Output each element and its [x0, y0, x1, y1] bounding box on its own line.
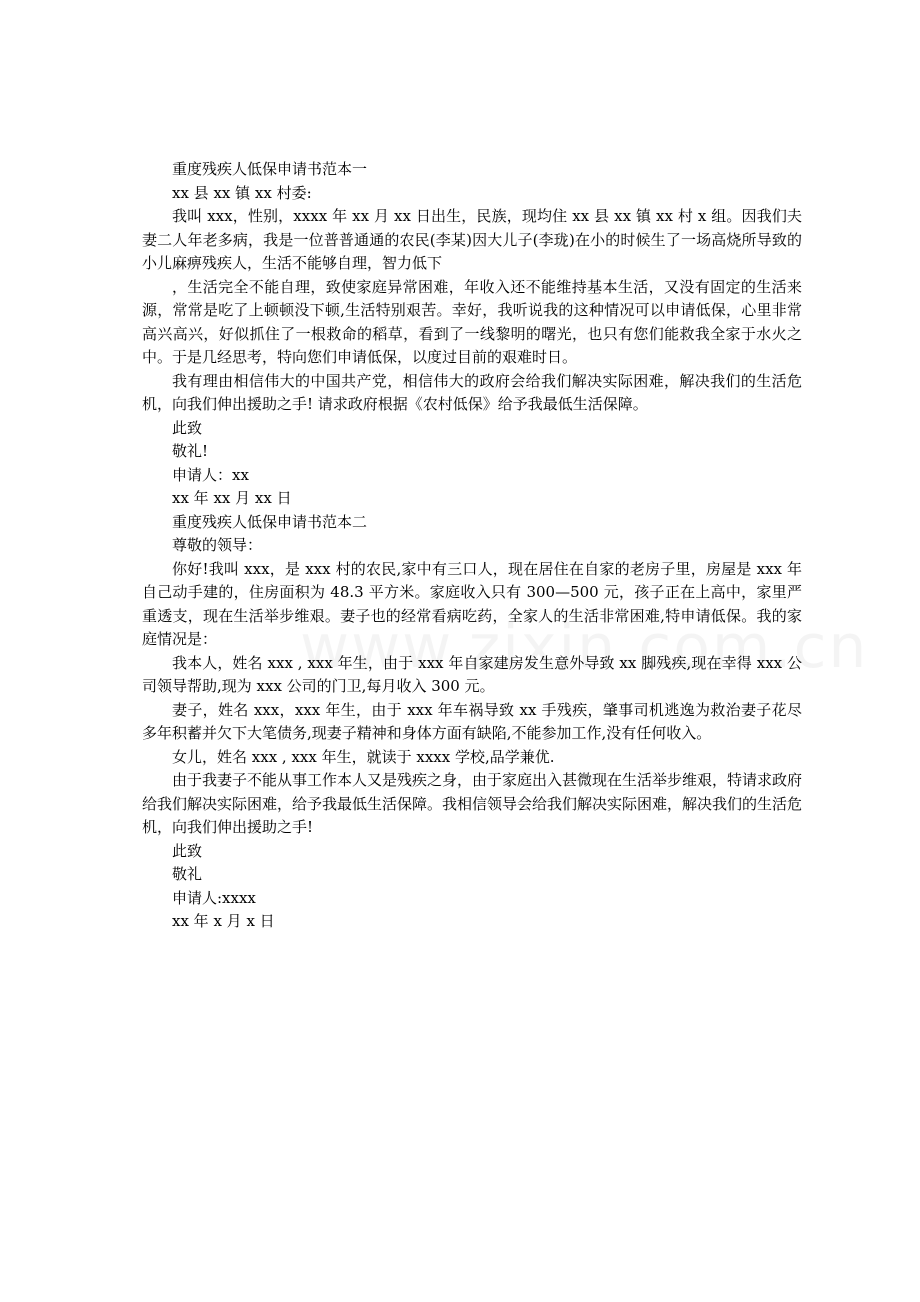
sample1-recipient: xx 县 xx 镇 xx 村委:	[172, 183, 312, 202]
sample1-applicant: 申请人：xx	[172, 465, 249, 484]
document-body	[142, 158, 802, 934]
sample2-title: 重度残疾人低保申请书范本二	[172, 512, 368, 531]
sample2-paragraph-5: 由于我妻子不能从事工作本人又是残疾之身，由于家庭出入甚微现在生活举步维艰，特请求政府给我们解决实际困难，给予我最低生活保障。我相信领导会给我们解决实际困难，解决我们的生活危机，向我们伸出援助之手!	[142, 771, 803, 836]
sample1-title: 重度残疾人低保申请书范本一	[172, 160, 368, 178]
sample1-paragraph-2: ，生活完全不能自理，致使家庭异常困难，年收入还不能维持基本生活，又没有固定的生活来源，常常是吃了上顿顿没下顿,生活特别艰苦。幸好，我听说我的这种情况可以申请低保，心里非常高兴高兴，好似抓住了一根救命的稻草，看到了一线黎明的曙光，也只有您们能救我全家于水火之中。于是几经思考，特向您们申请低保，以度过目前的艰难时日。	[142, 277, 802, 366]
sample1-paragraph-1: 我叫 xxx，性别，xxxx 年 xx 月 xx 日出生，民族，现均住 xx 县 xx 镇 xx 村 x 组。因我们夫妻二人年老多病，我是一位普普通通的农民(李某)因大儿子(李珑)在小的时候生了一场高烧所导致的小儿麻痹残疾人，生活不能够自理，智力低下	[142, 207, 802, 272]
sample2-applicant: 申请人:xxxx	[172, 888, 256, 907]
sample2-recipient: 尊敬的领导：	[172, 536, 263, 554]
sample2-paragraph-3: 妻子，姓名 xxx，xxx 年生，由于 xxx 年车祸导致 xx 手残疾，肇事司机逃逸为救治妻子花尽多年积蓄并欠下大笔债务,现妻子精神和身体方面有缺陷,不能参加工作,没有任何收入。	[142, 700, 802, 742]
sample2-closing-1: 此致	[172, 841, 203, 860]
sample1-date: xx 年 xx 月 xx 日	[172, 489, 292, 507]
sample1-closing-1: 此致	[172, 418, 203, 437]
sample2-paragraph-4: 女儿，姓名 xxx , xxx 年生，就读于 xxxx 学校,品学兼优.	[172, 747, 555, 766]
sample2-paragraph-2: 我本人，姓名 xxx , xxx 年生，由于 xxx 年自家建房发生意外导致 xx 脚残疾,现在幸得 xxx 公司领导帮助,现为 xxx 公司的门卫,每月收入 300 元。	[142, 653, 802, 695]
sample2-paragraph-1: 你好!我叫 xxx，是 xxx 村的农民,家中有三口人，现在居住在自家的老房子里，房屋是 xxx 年自己动手建的，住房面积为 48.3 平方米。家庭收入只有 300—500 元，孩子正在上高中，家里严重透支，现在生活举步维艰。妻子也的经常看病吃药，全家人的生活非常困难,特申请低保。我的家庭情况是：	[142, 559, 802, 648]
sample2-date: xx 年 x 月 x 日	[172, 912, 275, 930]
sample1-closing-2: 敬礼!	[172, 442, 209, 460]
sample2-closing-2: 敬礼	[172, 865, 203, 883]
sample1-paragraph-3: 我有理由相信伟大的中国共产党，相信伟大的政府会给我们解决实际困难，解决我们的生活危机，向我们伸出援助之手! 请求政府根据《农村低保》给予我最低生活保障。	[142, 371, 802, 413]
